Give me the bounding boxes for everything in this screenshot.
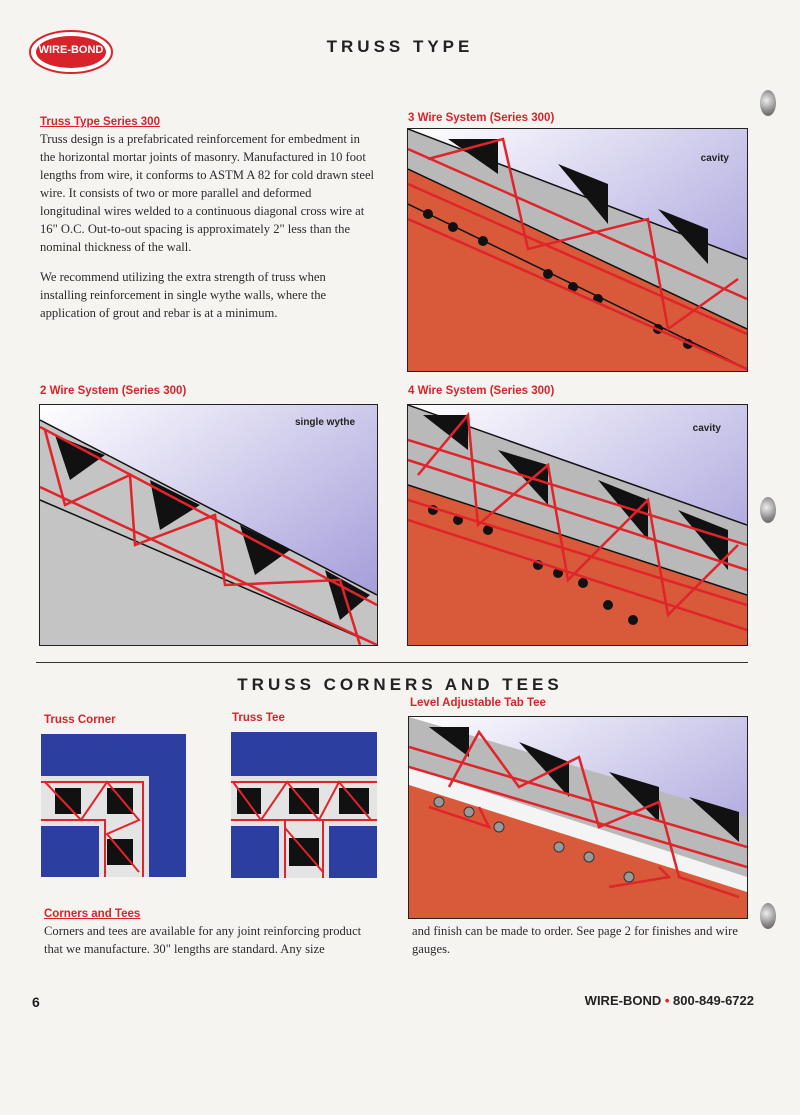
corners-section-title: TRUSS CORNERS AND TEES [237, 675, 563, 694]
truss-tee-caption: Truss Tee [232, 712, 285, 724]
truss-tee-illustration [231, 732, 377, 878]
tab-tee-caption: Level Adjustable Tab Tee [410, 697, 546, 709]
binder-hole-icon [760, 90, 776, 116]
footer-contact [585, 993, 754, 1008]
truss-corner-caption: Truss Corner [44, 714, 116, 726]
footer-phone: 800-849-6722 [673, 993, 754, 1008]
three-wire-illustration [407, 128, 748, 372]
four-wire-label: cavity [692, 423, 721, 434]
three-wire-caption: 3 Wire System (Series 300) [408, 112, 555, 124]
truss-corner-illustration [41, 734, 186, 877]
corners-heading: Corners and Tees [44, 908, 141, 920]
tab-tee-illustration [408, 716, 748, 919]
page-number: 6 [32, 994, 40, 1010]
two-wire-caption: 2 Wire System (Series 300) [40, 385, 187, 397]
intro-heading: Truss Type Series 300 [40, 116, 160, 128]
four-wire-illustration [407, 404, 748, 646]
corners-paragraph-left: Corners and tees are available for any joint reinforcing product that we manufacture. 30" lengths are standard. Any size [44, 924, 362, 956]
intro-paragraph-2: We recommend utilizing the extra strength of truss when installing reinforcement in single wythe walls, where the application of grout and rebar is at a minimum. [40, 270, 327, 320]
footer-bullet: • [664, 993, 670, 1008]
intro-paragraph-1: Truss design is a prefabricated reinforcement for embedment in the horizontal mortar joints of masonry. Manufactured in 10 foot lengths from wire, it conforms to ASTM A 82 for cold drawn steel wire. It consists of two or more parallel and deformed longitudinal wires welded to a continuous diagonal cross wire at 16" O.C. Out-to-out spacing is approximately 2" less than the nominal thickness of the wall. [40, 132, 375, 254]
logo-text: WIRE-BOND [38, 44, 104, 56]
binder-hole-icon [760, 497, 776, 523]
footer-brand: WIRE-BOND [584, 993, 662, 1008]
page-title: TRUSS TYPE [326, 37, 474, 56]
four-wire-caption: 4 Wire System (Series 300) [408, 385, 555, 397]
three-wire-label: cavity [700, 153, 729, 164]
binder-hole-icon [760, 903, 776, 929]
corners-paragraph-right: and finish can be made to order. See page 2 for finishes and wire gauges. [412, 924, 738, 956]
two-wire-illustration [39, 404, 378, 646]
two-wire-label: single wythe [294, 417, 355, 428]
section-divider [36, 662, 748, 663]
